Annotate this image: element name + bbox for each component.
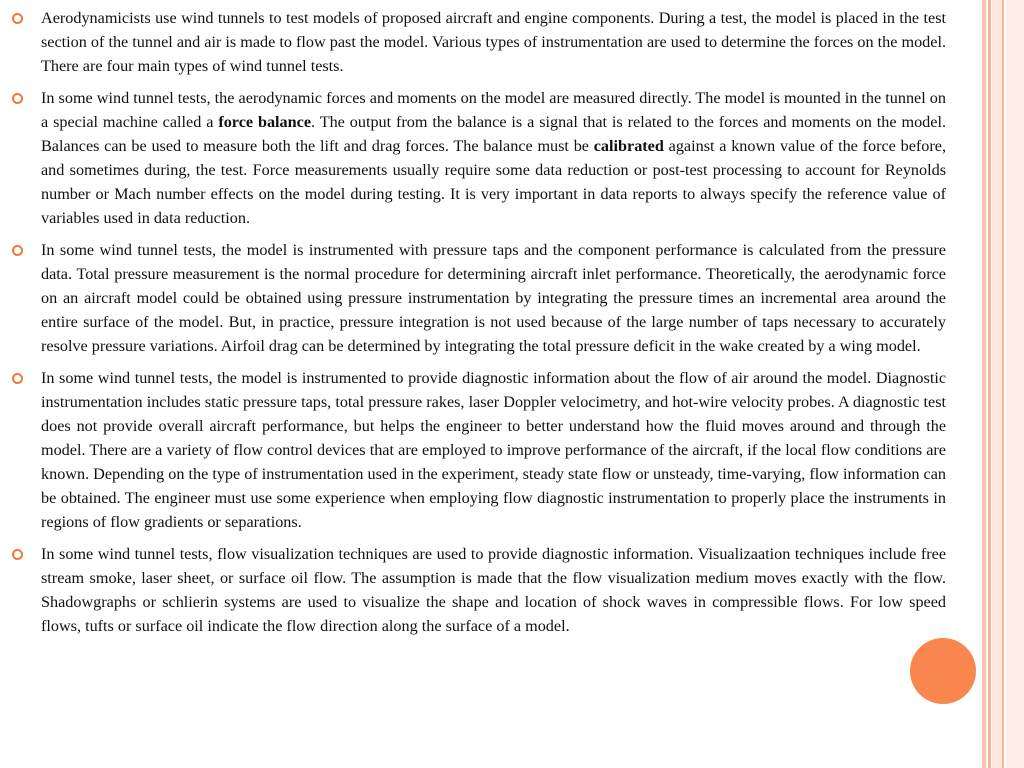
decor-stripe: [982, 0, 986, 768]
bullet-text: against a known value of the force before, and sometimes during, the test. Force measurements usually require some data reduction or post-test processing to account for Reynolds number or Mach number effects on the model during testing. It is very important in data reports to always specify the reference value of variables used in data reduction.: [41, 137, 946, 227]
right-border-decoration: [982, 0, 1024, 768]
bullet-item: [12, 86, 946, 230]
bullet-item: [12, 6, 946, 78]
bullet-item: [12, 366, 946, 534]
orange-circle-decoration: [910, 638, 976, 704]
circle-bullet-icon: [12, 549, 23, 560]
bold-term-calibrated: calibrated: [593, 137, 664, 155]
circle-bullet-icon: [12, 373, 23, 384]
circle-bullet-icon: [12, 245, 23, 256]
bullet-item: [12, 238, 946, 358]
bullet-text: In some wind tunnel tests, the aerodynamic forces and moments on the model are measured directly. The model is mounted in the tunnel on a special machine called a: [41, 89, 946, 131]
slide-content: [12, 6, 946, 646]
bullet-text: Aerodynamicists use wind tunnels to test models of proposed aircraft and engine components. During a test, the model is placed in the test section of the tunnel and air is made to flow past the model. Various types of instrumentation are used to determine the forces on the model. There are four main types of wind tunnel tests.: [41, 9, 946, 75]
decor-stripe: [1006, 0, 1024, 768]
decor-stripe: [988, 0, 991, 768]
bold-term-force-balance: force balance: [218, 113, 312, 131]
decor-stripe: [992, 0, 1002, 768]
decor-stripe: [1002, 0, 1004, 768]
circle-bullet-icon: [12, 93, 23, 104]
bullet-text: In some wind tunnel tests, the model is instrumented to provide diagnostic information about the flow of air around the model. Diagnostic instrumentation includes static pressure taps, total pressure rakes, laser Doppler velocimetry, and hot-wire velocity probes. A diagnostic test does not provide overall aircraft performance, but helps the engineer to better understand how the fluid moves around and through the model. There are a variety of flow control devices that are employed to improve performance of the aircraft, if the local flow conditions are known. Depending on the type of instrumentation used in the experiment, steady state flow or unsteady, time-varying, flow information can be obtained. The engineer must use some experience when employing flow diagnostic instrumentation to properly place the instruments in regions of flow gradients or separations.: [41, 369, 946, 531]
circle-bullet-icon: [12, 13, 23, 24]
bullet-item: [12, 542, 946, 638]
bullet-text: In some wind tunnel tests, the model is instrumented with pressure taps and the component performance is calculated from the pressure data. Total pressure measurement is the normal procedure for determining aircraft inlet performance. Theoretically, the aerodynamic force on an aircraft model could be obtained using pressure instrumentation by integrating the pressure times an incremental area around the entire surface of the model. But, in practice, pressure integration is not used because of the large number of taps necessary to accurately resolve pressure variations. Airfoil drag can be determined by integrating the total pressure deficit in the wake created by a wing model.: [41, 241, 946, 355]
bullet-list: [12, 6, 946, 638]
bullet-text: In some wind tunnel tests, flow visualization techniques are used to provide diagnostic information. Visualizaation techniques include free stream smoke, laser sheet, or surface oil flow. The assumption is made that the flow visualization medium moves exactly with the flow. Shadowgraphs or schlierin systems are used to visualize the shape and location of shock waves in compressible flows. For low speed flows, tufts or surface oil indicate the flow direction along the surface of a model.: [41, 545, 946, 635]
bullet-text: . The output from the balance is a signal that is related to the forces and moments on the model. Balances can be used to measure both the lift and drag forces. The balance must be: [41, 113, 946, 155]
